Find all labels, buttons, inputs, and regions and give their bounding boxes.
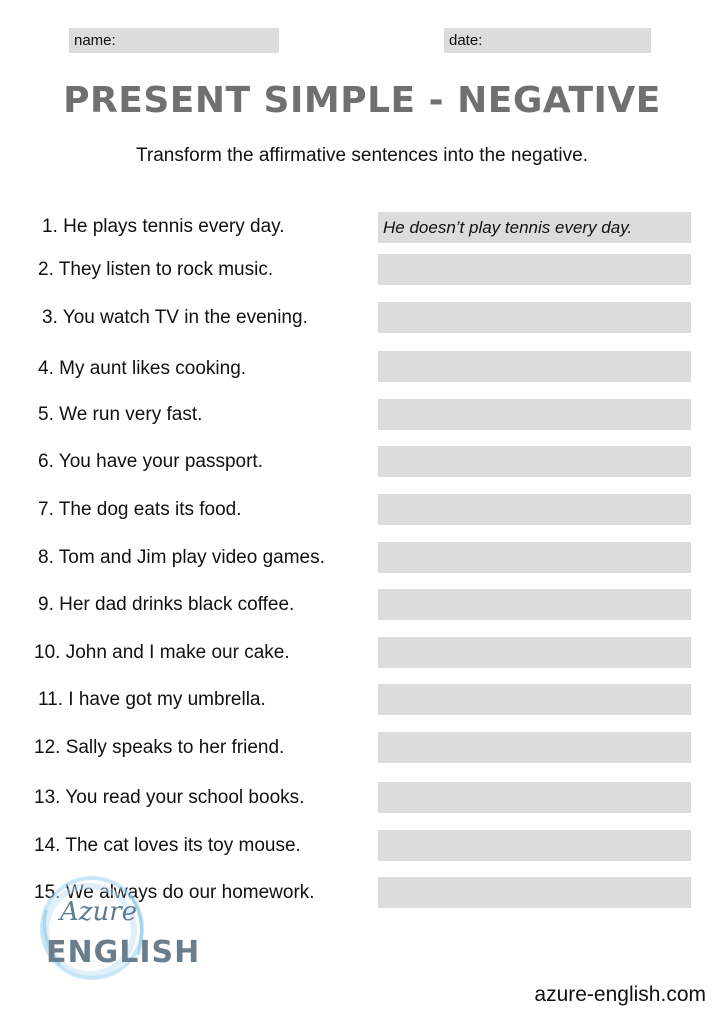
question-text: 4. My aunt likes cooking. — [38, 358, 247, 379]
answer-field[interactable] — [378, 830, 691, 861]
question-text: 14. The cat loves its toy mouse. — [34, 835, 301, 856]
question-text: 12. Sally speaks to her friend. — [34, 737, 285, 758]
question-text: 3. You watch TV in the evening. — [42, 307, 308, 328]
question-text: 15. We always do our homework. — [34, 882, 315, 903]
answer-field[interactable] — [378, 877, 691, 908]
answer-field[interactable] — [378, 782, 691, 813]
answer-field[interactable] — [378, 494, 691, 525]
exercise-row — [0, 211, 724, 243]
question-text: 1. He plays tennis every day. — [42, 216, 285, 237]
question-text: 9. Her dad drinks black coffee. — [38, 594, 295, 615]
question-text: 8. Tom and Jim play video games. — [38, 547, 325, 568]
answer-field[interactable] — [378, 399, 691, 430]
exercise-row — [0, 302, 724, 334]
exercise-row — [0, 684, 724, 716]
exercise-row — [0, 830, 724, 862]
exercise-row — [0, 637, 724, 669]
answer-field[interactable] — [378, 684, 691, 715]
answer-field[interactable]: He doesn’t play tennis every day. — [378, 212, 691, 243]
answer-field[interactable] — [378, 446, 691, 477]
exercise-row — [0, 353, 724, 385]
exercise-row — [0, 782, 724, 814]
answer-field[interactable] — [378, 732, 691, 763]
instructions: Transform the affirmative sentences into the negative. — [135, 145, 588, 166]
logo-script-text: Azure — [60, 897, 138, 927]
question-text: 2. They listen to rock music. — [38, 259, 274, 280]
answer-field[interactable] — [378, 254, 691, 285]
answer-field[interactable] — [378, 351, 691, 382]
answer-field[interactable] — [378, 302, 691, 333]
logo-word: ENGLISH — [46, 935, 201, 970]
exercise-row — [0, 732, 724, 764]
exercise-row — [0, 446, 724, 478]
website-url: azure-english.com — [534, 983, 706, 1006]
answer-field[interactable] — [378, 637, 691, 668]
answer-field[interactable] — [378, 589, 691, 620]
question-text: 11. I have got my umbrella. — [38, 689, 266, 710]
page-title: PRESENT SIMPLE - NEGATIVE — [63, 80, 661, 121]
date-label: date: — [449, 32, 483, 49]
exercise-row — [0, 254, 724, 286]
exercise-row — [0, 542, 724, 574]
name-field[interactable] — [69, 28, 279, 53]
name-label: name: — [74, 32, 116, 49]
date-field[interactable] — [444, 28, 651, 53]
exercise-row — [0, 494, 724, 526]
answer-field[interactable] — [378, 542, 691, 573]
question-text: 5. We run very fast. — [38, 404, 203, 425]
question-text: 7. The dog eats its food. — [38, 499, 242, 520]
question-text: 10. John and I make our cake. — [34, 642, 290, 663]
exercise-row — [0, 399, 724, 431]
question-text: 13. You read your school books. — [34, 787, 305, 808]
question-text: 6. You have your passport. — [38, 451, 263, 472]
exercise-row — [0, 589, 724, 621]
